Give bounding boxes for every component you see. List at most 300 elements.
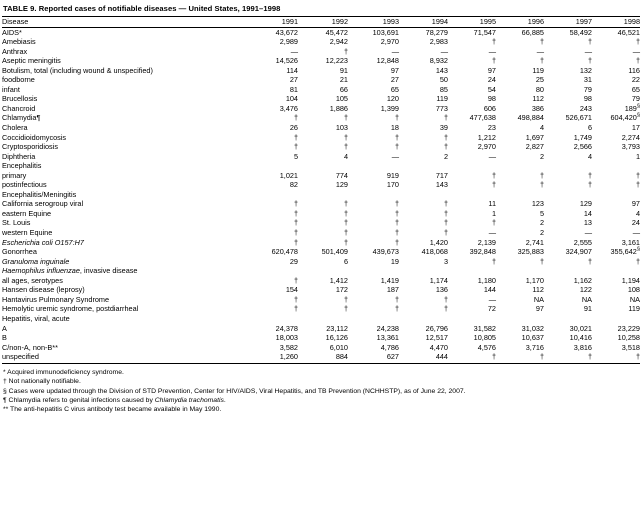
value-cell: 103,691	[372, 27, 399, 37]
value-cell: 3,816	[573, 342, 592, 352]
value-cell: †	[539, 352, 544, 362]
value-cell: 23,229	[617, 323, 640, 333]
table-row	[2, 257, 640, 267]
value-cell: —	[290, 46, 298, 56]
value-cell: 774	[335, 170, 348, 180]
column-header-1994: 1994	[399, 17, 448, 28]
disease-name-cell: western Equine	[2, 228, 53, 238]
value-cell: 116	[628, 65, 640, 75]
value-cell: 12,848	[376, 56, 399, 66]
value-cell: †	[293, 304, 298, 314]
value-cell	[298, 161, 348, 171]
value-cell: 2,970	[380, 37, 399, 47]
value-cell: 119	[532, 65, 544, 75]
value-cell: 80	[535, 84, 544, 94]
value-cell: 2	[539, 218, 544, 228]
value-cell	[496, 266, 544, 276]
value-cell: †	[394, 228, 399, 238]
value-cell: 10,258	[617, 333, 640, 343]
value-cell: 627	[386, 352, 399, 362]
table-row	[2, 37, 640, 47]
value-cell: †	[443, 132, 448, 142]
column-header-1997: 1997	[544, 17, 592, 28]
value-cell: 189§	[624, 103, 640, 113]
value-cell: †	[443, 294, 448, 304]
value-cell: †	[343, 237, 348, 247]
value-cell	[399, 314, 448, 324]
value-cell: 23	[487, 123, 496, 133]
value-cell: 14	[583, 208, 592, 218]
value-cell: 12,223	[325, 56, 348, 66]
value-cell: 72	[487, 304, 496, 314]
value-cell: †	[491, 352, 496, 362]
value-cell: —	[632, 228, 640, 238]
value-cell: †	[394, 218, 399, 228]
table-row	[2, 180, 640, 190]
table-row	[2, 47, 640, 57]
value-cell: 498,884	[517, 113, 544, 123]
value-cell: 81	[289, 84, 298, 94]
value-cell	[544, 314, 592, 324]
value-cell	[496, 161, 544, 171]
value-cell: †	[491, 180, 496, 190]
value-cell: 21	[339, 75, 348, 85]
table-row	[2, 209, 640, 219]
value-cell: 103	[335, 123, 348, 133]
value-cell: 1,412	[329, 275, 348, 285]
value-cell: 11	[488, 199, 496, 209]
value-cell: 324,907	[565, 247, 592, 257]
value-cell: 773	[435, 103, 448, 113]
value-cell	[298, 314, 348, 324]
value-cell: 243	[579, 103, 592, 113]
value-cell: 71,547	[473, 27, 496, 37]
value-cell: 1,021	[279, 170, 298, 180]
value-cell: 105	[335, 94, 348, 104]
value-cell: †	[539, 256, 544, 266]
value-cell: 122	[579, 285, 592, 295]
value-cell: 2	[539, 151, 544, 161]
table-row	[2, 333, 640, 343]
value-cell: 46,521	[617, 27, 640, 37]
value-cell: †	[635, 37, 640, 47]
value-cell: 123	[531, 199, 544, 209]
value-cell: 10,637	[521, 333, 544, 343]
disease-name-cell: Aseptic meningitis	[2, 56, 61, 66]
value-cell: 120	[386, 94, 399, 104]
table-row	[2, 123, 640, 133]
value-cell: 97	[631, 199, 640, 209]
table-row	[2, 343, 640, 353]
value-cell: 98	[487, 94, 496, 104]
value-cell: —	[488, 228, 496, 238]
table-bottom-rule	[2, 363, 640, 364]
value-cell: 1,886	[329, 103, 348, 113]
value-cell: 24,238	[376, 323, 399, 333]
value-cell: 119	[628, 304, 640, 314]
value-cell: 3,161	[621, 237, 640, 247]
value-cell: 31,032	[521, 323, 544, 333]
value-cell: 91	[339, 65, 348, 75]
value-cell: 6	[587, 123, 592, 133]
table-header	[2, 17, 640, 28]
table-row	[2, 142, 640, 152]
value-cell: 18	[390, 123, 399, 133]
value-cell	[248, 190, 298, 200]
value-cell: 112	[532, 94, 544, 104]
table-row	[2, 199, 640, 209]
value-cell: †	[443, 218, 448, 228]
value-cell: 10,416	[569, 333, 592, 343]
value-cell: 386	[531, 103, 544, 113]
value-cell: —	[440, 46, 448, 56]
value-cell: 4	[635, 208, 640, 218]
value-cell	[544, 161, 592, 171]
column-header-1995: 1995	[448, 17, 496, 28]
value-cell: †	[539, 56, 544, 66]
disease-name-cell: Brucellosis	[2, 94, 38, 104]
value-cell: 170	[386, 180, 399, 190]
value-cell: —	[584, 46, 592, 56]
value-cell: 1,399	[380, 103, 399, 113]
disease-name-cell: Gonorrhea	[2, 247, 37, 257]
value-cell: †	[587, 56, 592, 66]
value-cell: 1,170	[525, 275, 544, 285]
table-row	[2, 85, 640, 95]
table-header-row	[2, 17, 640, 28]
value-cell: †	[293, 294, 298, 304]
value-cell: 2	[443, 151, 448, 161]
disease-name-cell: C/non-A, non-B**	[2, 342, 58, 352]
value-cell	[544, 266, 592, 276]
value-cell: 18,003	[275, 333, 298, 343]
value-cell: 604,420§	[610, 113, 640, 123]
value-cell: 2,741	[525, 237, 544, 247]
disease-name-cell: unspecified	[2, 352, 39, 362]
value-cell: 439,673	[372, 247, 399, 257]
footnote: † Not nationally notifiable.	[3, 378, 81, 386]
value-cell: 1,174	[429, 275, 448, 285]
disease-name-cell: Granuloma inguinale	[2, 256, 70, 266]
value-cell: 144	[483, 285, 496, 295]
table-row	[2, 171, 640, 181]
value-cell: †	[587, 352, 592, 362]
value-cell	[248, 314, 298, 324]
value-cell	[592, 314, 640, 324]
disease-name-cell: Haemophilus influenzae, invasive disease	[2, 266, 138, 276]
value-cell: 98	[583, 94, 592, 104]
disease-name-cell: Escherichia coli O157:H7	[2, 237, 84, 247]
value-cell: †	[293, 228, 298, 238]
value-cell: 25	[535, 75, 544, 85]
disease-name-cell: postinfectious	[2, 180, 47, 190]
value-cell: 66,885	[521, 27, 544, 37]
value-cell: †	[587, 37, 592, 47]
value-cell: —	[391, 151, 399, 161]
value-cell: 136	[435, 285, 448, 295]
value-cell: †	[587, 256, 592, 266]
value-cell: †	[293, 208, 298, 218]
value-cell: †	[539, 170, 544, 180]
column-header-1998: 1998	[592, 17, 640, 28]
table-row	[2, 238, 640, 248]
value-cell: 24	[487, 75, 496, 85]
value-cell: †	[443, 304, 448, 314]
value-cell: 6	[343, 256, 348, 266]
value-cell: NA	[533, 294, 544, 304]
value-cell: 13	[583, 218, 592, 228]
disease-name-cell: Chancroid	[2, 103, 36, 113]
value-cell	[298, 190, 348, 200]
value-cell: 1	[635, 151, 640, 161]
value-cell: 2,989	[279, 37, 298, 47]
value-cell: 4	[587, 151, 592, 161]
value-cell: 16,126	[325, 333, 348, 343]
disease-name-cell: AIDS*	[2, 27, 22, 37]
table-row	[2, 161, 640, 171]
value-cell: —	[536, 46, 544, 56]
value-cell: 884	[335, 352, 348, 362]
table-row	[2, 113, 640, 123]
disease-name-cell: Hemolytic uremic syndrome, postdiarrheal	[2, 304, 139, 314]
value-cell: 129	[579, 199, 592, 209]
table-row	[2, 324, 640, 334]
value-cell: 172	[335, 285, 348, 295]
value-cell: 1,420	[429, 237, 448, 247]
value-cell: †	[443, 113, 448, 123]
disease-name-cell: Cryptosporidiosis	[2, 142, 58, 152]
disease-name-cell: B	[2, 333, 7, 343]
table-row	[2, 152, 640, 162]
disease-name-cell: foodborne	[2, 75, 35, 85]
value-cell: 187	[386, 285, 399, 295]
footnotes	[3, 368, 641, 415]
value-cell: 108	[627, 285, 640, 295]
table-row	[2, 266, 640, 276]
value-cell: 1,212	[477, 132, 496, 142]
value-cell: 5	[539, 208, 544, 218]
value-cell: 66	[339, 84, 348, 94]
disease-name-cell: Anthrax	[2, 46, 28, 56]
value-cell: 717	[435, 170, 448, 180]
value-cell: 78,279	[425, 27, 448, 37]
value-cell: 104	[285, 94, 298, 104]
value-cell: 12,517	[425, 333, 448, 343]
table-row	[2, 228, 640, 238]
value-cell: 91	[583, 304, 592, 314]
value-cell: †	[394, 113, 399, 123]
value-cell	[399, 266, 448, 276]
value-cell: 418,068	[421, 247, 448, 257]
value-cell: †	[293, 132, 298, 142]
value-cell: 24,378	[275, 323, 298, 333]
column-header-disease: Disease	[2, 17, 248, 28]
column-header-1996: 1996	[496, 17, 544, 28]
value-cell: 31	[583, 75, 592, 85]
value-cell: †	[343, 199, 348, 209]
table-row	[2, 218, 640, 228]
value-cell: 23,112	[326, 323, 348, 333]
value-cell	[496, 190, 544, 200]
table-row	[2, 352, 640, 362]
value-cell: 325,883	[517, 247, 544, 257]
value-cell: †	[343, 304, 348, 314]
footnote: ** The anti-hepatitis C virus antibody test became available in May 1990.	[3, 406, 222, 414]
value-cell	[448, 161, 496, 171]
value-cell: †	[587, 180, 592, 190]
value-cell: 82	[289, 180, 298, 190]
value-cell: 3,518	[621, 342, 640, 352]
value-cell: 132	[579, 65, 592, 75]
value-cell: 26,796	[425, 323, 448, 333]
value-cell	[248, 266, 298, 276]
value-cell: 2,983	[429, 37, 448, 47]
value-cell: 65	[390, 84, 399, 94]
value-cell: †	[394, 132, 399, 142]
value-cell: †	[635, 170, 640, 180]
value-cell: 119	[436, 94, 448, 104]
table-row	[2, 314, 640, 324]
table-row	[2, 27, 640, 37]
value-cell: 58,492	[569, 27, 592, 37]
value-cell	[348, 314, 399, 324]
disease-name-cell: Encephalitis	[2, 161, 42, 171]
value-cell: 620,478	[271, 247, 298, 257]
value-cell	[448, 314, 496, 324]
table-body	[2, 27, 640, 362]
value-cell: 2,827	[525, 142, 544, 152]
value-cell	[348, 266, 399, 276]
value-cell: †	[394, 237, 399, 247]
value-cell: 143	[435, 180, 448, 190]
value-cell: 3,793	[621, 142, 640, 152]
disease-name-cell: all ages, serotypes	[2, 275, 63, 285]
value-cell: †	[343, 208, 348, 218]
value-cell: †	[443, 142, 448, 152]
value-cell: 355,642§	[610, 246, 640, 257]
value-cell	[399, 161, 448, 171]
disease-name-cell: Amebiasis	[2, 37, 36, 47]
disease-name-cell: Encephalitis/Meningitis	[2, 189, 77, 199]
value-cell: 85	[439, 84, 448, 94]
value-cell: †	[293, 275, 298, 285]
value-cell: †	[491, 37, 496, 47]
value-cell: 3,716	[525, 342, 544, 352]
value-cell: †	[443, 199, 448, 209]
value-cell: †	[539, 37, 544, 47]
value-cell: 3,476	[279, 103, 298, 113]
value-cell: 526,671	[565, 113, 592, 123]
value-cell: †	[343, 132, 348, 142]
value-cell: 24	[631, 218, 640, 228]
value-cell: 143	[435, 65, 448, 75]
value-cell: 30,021	[569, 323, 592, 333]
value-cell: †	[491, 170, 496, 180]
value-cell: 2,942	[329, 37, 348, 47]
value-cell: 1,260	[279, 352, 298, 362]
value-cell: NA	[581, 294, 592, 304]
disease-name-cell: Diphtheria	[2, 151, 36, 161]
disease-name-cell: California serogroup viral	[2, 199, 84, 209]
value-cell: 22	[631, 75, 640, 85]
column-header-1993: 1993	[348, 17, 399, 28]
value-cell: 5	[293, 151, 298, 161]
disease-name-cell: Hepatitis, viral, acute	[2, 313, 70, 323]
value-cell: 27	[390, 75, 399, 85]
disease-name-cell: infant	[2, 84, 20, 94]
value-cell: †	[293, 218, 298, 228]
disease-name-cell: Botulism, total (including wound & unspecified)	[2, 65, 153, 75]
value-cell: —	[632, 46, 640, 56]
value-cell	[348, 161, 399, 171]
value-cell: 79	[631, 94, 640, 104]
value-cell: 2,970	[477, 142, 496, 152]
value-cell: 392,848	[469, 247, 496, 257]
value-cell: †	[635, 180, 640, 190]
value-cell: 2,566	[573, 142, 592, 152]
value-cell: 4,576	[477, 342, 496, 352]
value-cell: 1,162	[573, 275, 592, 285]
value-cell	[448, 190, 496, 200]
value-cell: 112	[532, 285, 544, 295]
disease-name-cell: A	[2, 323, 7, 333]
value-cell: 154	[285, 285, 298, 295]
value-cell: †	[293, 142, 298, 152]
value-cell	[298, 266, 348, 276]
value-cell: 26	[289, 123, 298, 133]
table-row	[2, 75, 640, 85]
value-cell: 54	[487, 84, 496, 94]
value-cell: †	[394, 304, 399, 314]
value-cell: †	[394, 294, 399, 304]
value-cell: †	[491, 256, 496, 266]
value-cell	[248, 161, 298, 171]
value-cell: †	[293, 237, 298, 247]
footnote-marker: §	[636, 113, 640, 120]
value-cell: 2,274	[621, 132, 640, 142]
footnote: ¶ Chlamydia refers to genital infections caused by Chlamydia trachomatis.	[3, 396, 226, 404]
table-row	[2, 56, 640, 66]
value-cell: 2,139	[477, 237, 496, 247]
disease-name-cell: Hantavirus Pulmonary Syndrome	[2, 294, 110, 304]
value-cell: †	[293, 113, 298, 123]
column-header-1992: 1992	[298, 17, 348, 28]
value-cell: 14,526	[275, 56, 298, 66]
value-cell: 1,194	[621, 275, 640, 285]
value-cell: 4,786	[380, 342, 399, 352]
value-cell: 79	[583, 84, 592, 94]
value-cell: 4,470	[429, 342, 448, 352]
disease-name-cell: St. Louis	[2, 218, 31, 228]
value-cell: 39	[439, 123, 448, 133]
table-row	[2, 295, 640, 305]
value-cell: 919	[386, 170, 399, 180]
value-cell: 97	[487, 65, 496, 75]
value-cell	[448, 266, 496, 276]
value-cell: 4	[539, 123, 544, 133]
value-cell	[348, 190, 399, 200]
value-cell: 31,582	[473, 323, 496, 333]
value-cell	[592, 190, 640, 200]
page-title: TABLE 9. Reported cases of notifiable diseases — United States, 1991–1998	[3, 4, 281, 13]
value-cell: —	[488, 151, 496, 161]
table-row	[2, 285, 640, 295]
value-cell: †	[343, 228, 348, 238]
value-cell: †	[394, 199, 399, 209]
value-cell: 50	[439, 75, 448, 85]
table-row	[2, 94, 640, 104]
value-cell: 2,555	[573, 237, 592, 247]
